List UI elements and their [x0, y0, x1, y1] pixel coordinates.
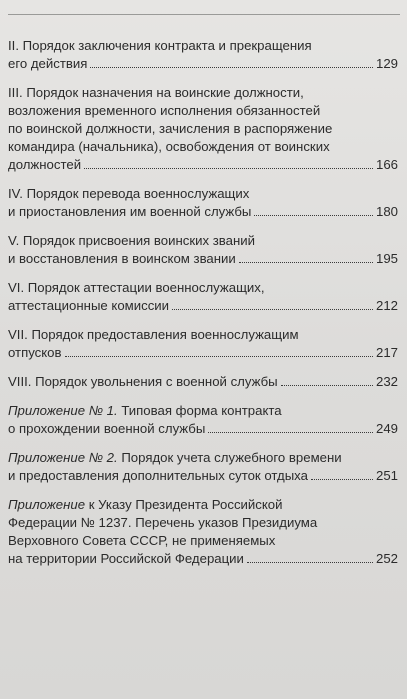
- page-number: 212: [375, 298, 398, 313]
- toc-entry-text: IV. Порядок перевода военнослужащих: [8, 186, 250, 201]
- dot-leader: [90, 67, 373, 68]
- toc-entry-last-line: [8, 297, 398, 315]
- toc-entry-last-line: [8, 420, 398, 438]
- toc-entry[interactable]: [8, 37, 398, 73]
- page-number: 251: [375, 468, 398, 483]
- page-number: 129: [375, 56, 398, 71]
- toc-entry-text: Типовая форма контракта: [117, 403, 282, 418]
- toc-entry-text: и предоставления дополнительных суток отдыха: [8, 468, 308, 483]
- toc-entry[interactable]: [8, 84, 398, 174]
- toc-entry-text: командира (начальника), освобождения от воинских: [8, 139, 330, 154]
- toc-entry-text: и приостановления им военной службы: [8, 204, 252, 219]
- dot-leader: [254, 215, 373, 216]
- dot-leader: [208, 432, 373, 433]
- toc-entry-text: Федерации № 1237. Перечень указов Президиума: [8, 515, 318, 530]
- dot-leader: [84, 168, 373, 169]
- toc-entry[interactable]: [8, 326, 398, 362]
- page-number: 249: [375, 421, 398, 436]
- page-number: 232: [375, 374, 398, 389]
- toc-entry-text: на территории Российской Федерации: [8, 551, 244, 566]
- toc-entry-text: к Указу Президента Российской: [85, 497, 283, 512]
- toc-entry-text: II. Порядок заключения контракта и прекращения: [8, 38, 312, 53]
- appendix-lead: Приложение № 2.: [8, 450, 118, 465]
- page-number: 166: [375, 157, 398, 172]
- toc-entry-line: [8, 449, 398, 467]
- toc-entry-text: Верховного Совета СССР, не применяемых: [8, 533, 276, 548]
- toc-entry-text: VII. Порядок предоставления военнослужащим: [8, 327, 299, 342]
- dot-leader: [247, 562, 373, 563]
- toc-entry[interactable]: [8, 373, 398, 391]
- dot-leader: [65, 356, 373, 357]
- toc-entry-last-line: [8, 373, 398, 391]
- toc-entry-line: [8, 120, 398, 138]
- toc-entry-line: [8, 232, 398, 250]
- page-number: 180: [375, 204, 398, 219]
- toc-entry-line: [8, 84, 398, 102]
- toc-entry-line: [8, 37, 398, 55]
- toc-entry[interactable]: [8, 232, 398, 268]
- page-number: 195: [375, 251, 398, 266]
- toc-entry-line: [8, 402, 398, 420]
- toc-entry-text: должностей: [8, 157, 82, 172]
- toc-entry-last-line: [8, 55, 398, 73]
- toc-entry[interactable]: [8, 402, 398, 438]
- toc-entry-line: [8, 514, 398, 532]
- toc-entry-text: III. Порядок назначения на воинские должности,: [8, 85, 304, 100]
- toc-entry-text: V. Порядок присвоения воинских званий: [8, 233, 256, 248]
- toc-entry[interactable]: [8, 279, 398, 315]
- toc-entry-text: и восстановления в воинском звании: [8, 251, 236, 266]
- table-of-contents: [8, 37, 398, 579]
- toc-entry-line: [8, 138, 398, 156]
- dot-leader: [311, 479, 373, 480]
- toc-entry-last-line: [8, 344, 398, 362]
- toc-entry-text: Порядок учета служебного времени: [117, 450, 342, 465]
- toc-entry-text: отпусков: [8, 345, 62, 360]
- toc-entry-line: [8, 326, 398, 344]
- toc-entry-text: о прохождении военной службы: [8, 421, 206, 436]
- toc-entry-text: VI. Порядок аттестации военнослужащих,: [8, 280, 265, 295]
- page-number: 252: [375, 551, 398, 566]
- toc-entry-last-line: [8, 467, 398, 485]
- appendix-lead: Приложение: [8, 497, 86, 512]
- toc-entry-line: [8, 102, 398, 120]
- toc-entry[interactable]: [8, 449, 398, 485]
- top-divider: [8, 14, 400, 15]
- toc-entry[interactable]: [8, 185, 398, 221]
- toc-entry-text: аттестационные комиссии: [8, 298, 170, 313]
- dot-leader: [239, 262, 373, 263]
- dot-leader: [172, 309, 373, 310]
- toc-entry-last-line: [8, 156, 398, 174]
- toc-entry-last-line: [8, 550, 398, 568]
- toc-entry[interactable]: [8, 496, 398, 568]
- toc-entry-text: возложения временного исполнения обязанностей: [8, 103, 321, 118]
- toc-entry-last-line: [8, 250, 398, 268]
- toc-entry-last-line: [8, 203, 398, 221]
- toc-entry-text: его действия: [8, 56, 88, 71]
- toc-entry-text: по воинской должности, зачисления в распоряжение: [8, 121, 333, 136]
- appendix-lead: Приложение № 1.: [8, 403, 118, 418]
- dot-leader: [281, 385, 373, 386]
- toc-entry-line: [8, 279, 398, 297]
- toc-entry-line: [8, 532, 398, 550]
- page-number: 217: [375, 345, 398, 360]
- toc-entry-line: [8, 496, 398, 514]
- toc-entry-text: VIII. Порядок увольнения с военной службы: [8, 374, 278, 389]
- toc-entry-line: [8, 185, 398, 203]
